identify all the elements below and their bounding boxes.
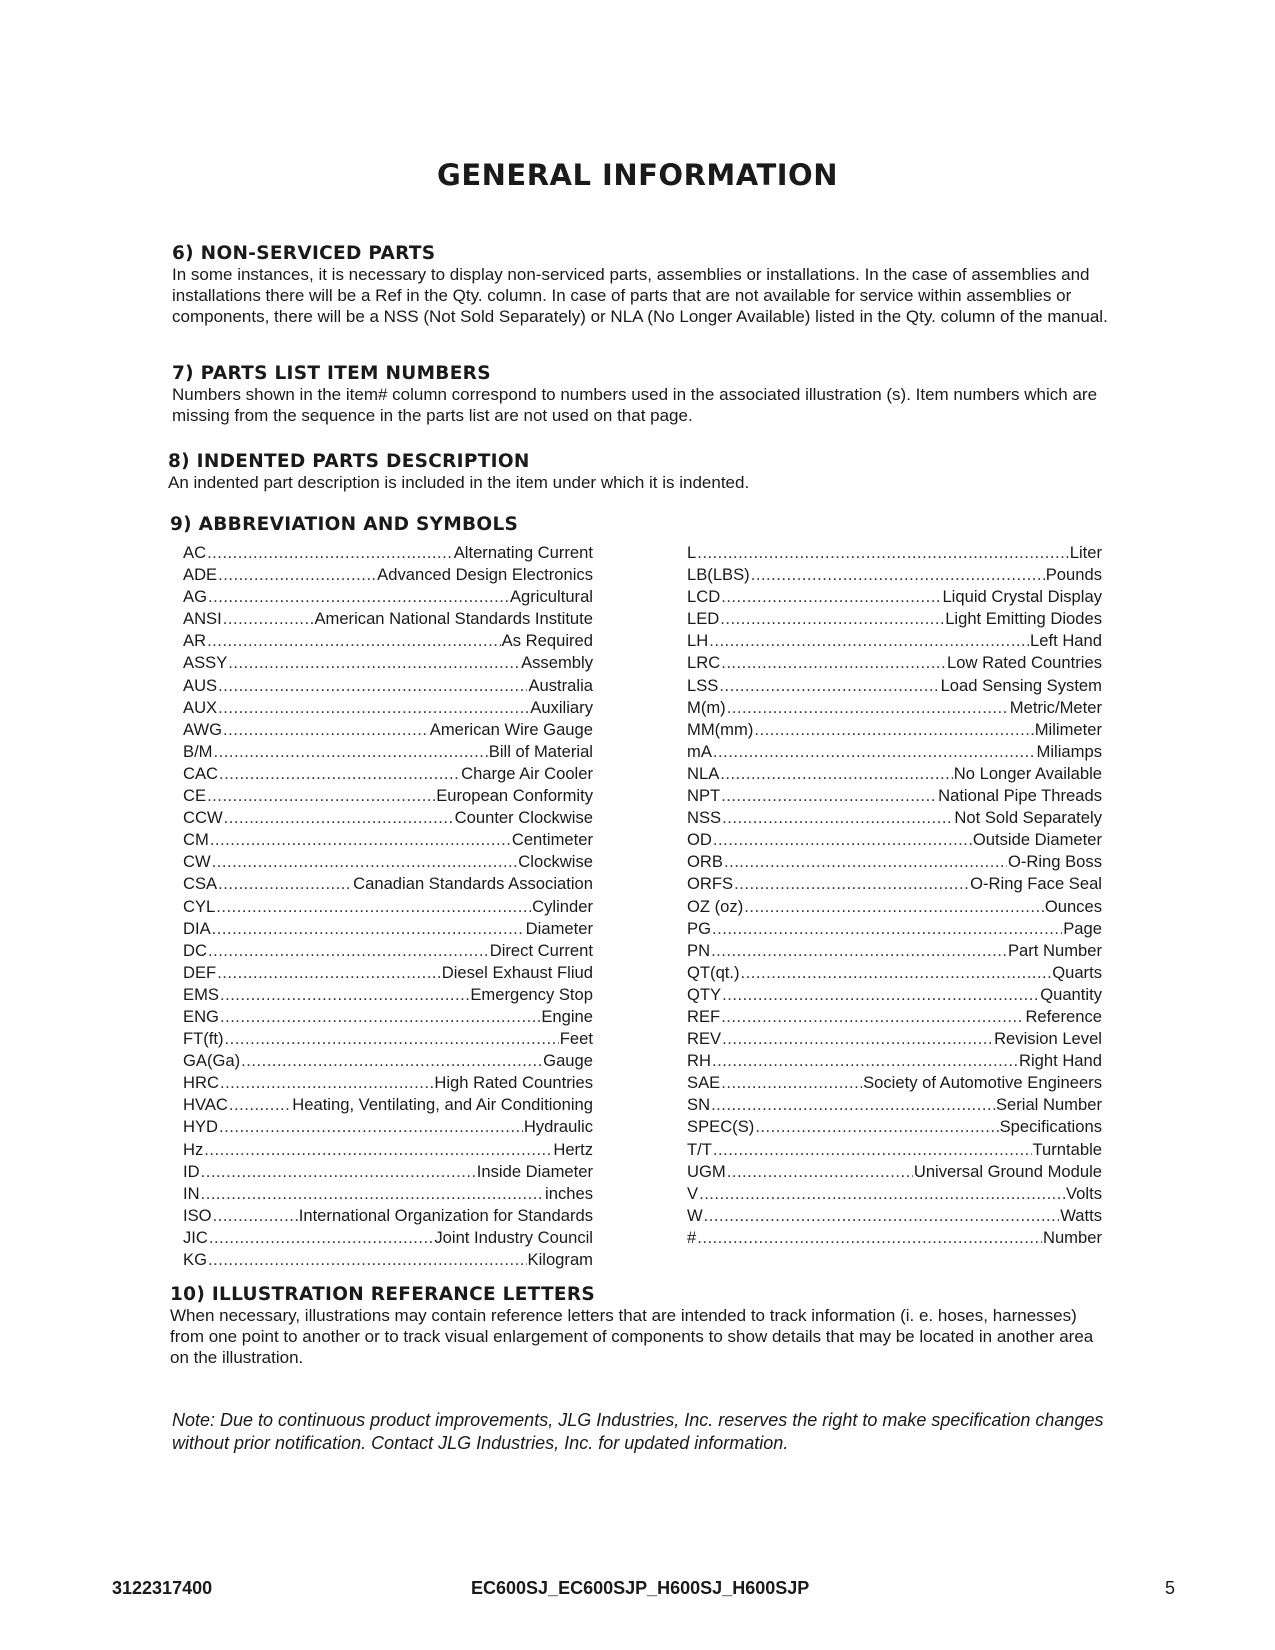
abbreviation-row <box>687 918 1102 940</box>
abbreviation-meaning: Cylinder <box>532 896 593 916</box>
abbreviation-row <box>183 962 593 984</box>
abbreviation-term: CSA <box>183 874 218 894</box>
abbreviation-meaning: Counter Clockwise <box>454 808 593 828</box>
dot-leader <box>220 1072 433 1094</box>
abbreviation-meaning: Centimeter <box>511 830 593 850</box>
section-heading: 9) ABBREVIATION AND SYMBOLS <box>170 514 519 535</box>
dot-leader <box>727 1161 913 1183</box>
dot-leader <box>218 873 352 895</box>
abbreviation-meaning: Outside Diameter <box>972 830 1102 850</box>
abbreviation-row <box>687 608 1102 630</box>
abbreviation-row <box>687 984 1102 1006</box>
abbreviation-term: UGM <box>687 1161 726 1181</box>
abbreviation-row <box>687 807 1102 829</box>
dot-leader <box>721 1006 1024 1028</box>
dot-leader <box>722 984 1039 1006</box>
dot-leader <box>699 1183 1065 1205</box>
abbreviation-row <box>183 1050 593 1072</box>
abbreviation-meaning: Volts <box>1066 1183 1102 1203</box>
abbreviation-row <box>687 564 1102 586</box>
dot-leader <box>713 829 972 851</box>
abbreviation-term: DC <box>183 940 207 960</box>
dot-leader <box>754 719 1033 741</box>
abbreviation-row <box>687 652 1102 674</box>
abbreviation-meaning: Right Hand <box>1018 1051 1102 1071</box>
abbreviation-term: LH <box>687 631 709 651</box>
abbreviation-term: NSS <box>687 808 722 828</box>
abbreviation-meaning: Quarts <box>1052 962 1102 982</box>
dot-leader <box>209 1227 433 1249</box>
abbreviation-row <box>687 1028 1102 1050</box>
dot-leader <box>219 763 460 785</box>
section-body: Numbers shown in the item# column correspond to numbers used in the associated illustration (s). Item numbers which are missing from the sequence in the parts list are not used on that page. <box>172 385 1098 425</box>
abbreviation-meaning: Bill of Material <box>488 741 593 761</box>
abbreviation-term: V <box>687 1183 699 1203</box>
abbreviation-meaning: Advanced Design Electronics <box>377 565 593 585</box>
dot-leader <box>201 1161 476 1183</box>
abbreviation-row <box>687 785 1102 807</box>
abbreviation-row <box>687 940 1102 962</box>
abbreviation-list-right <box>687 542 1102 1249</box>
abbreviation-meaning: Ounces <box>1044 896 1102 916</box>
dot-leader <box>720 763 952 785</box>
dot-leader <box>212 851 518 873</box>
abbreviation-row <box>687 586 1102 608</box>
abbreviation-meaning: As Required <box>501 631 593 651</box>
dot-leader <box>217 962 441 984</box>
dot-leader <box>216 896 531 918</box>
abbreviation-row <box>687 630 1102 652</box>
abbreviation-meaning: Gauge <box>543 1051 593 1071</box>
abbreviation-term: QT(qt.) <box>687 962 740 982</box>
footer-doc-number: 3122317400 <box>112 1578 213 1598</box>
abbreviation-row <box>687 542 1102 564</box>
dot-leader <box>697 542 1068 564</box>
dot-leader <box>208 940 489 962</box>
abbreviation-row <box>183 918 593 940</box>
dot-leader <box>720 608 944 630</box>
abbreviation-meaning: Not Sold Separately <box>954 808 1102 828</box>
abbreviation-meaning: High Rated Countries <box>434 1073 593 1093</box>
dot-leader <box>751 564 1045 586</box>
abbreviation-row <box>687 1006 1102 1028</box>
abbreviation-meaning: O-Ring Boss <box>1007 852 1102 872</box>
abbreviation-row <box>183 675 593 697</box>
abbreviation-term: T/T <box>687 1139 712 1159</box>
abbreviation-meaning: Society of Automotive Engineers <box>863 1073 1102 1093</box>
dot-leader <box>709 630 1029 652</box>
abbreviation-term: AG <box>183 587 207 607</box>
abbreviation-term: LED <box>687 609 720 629</box>
abbreviation-meaning: Diesel Exhaust Fliud <box>441 962 593 982</box>
dot-leader <box>744 896 1044 918</box>
dot-leader <box>207 785 435 807</box>
abbreviation-meaning: International Organization for Standards <box>298 1205 593 1225</box>
abbreviation-row <box>183 1094 593 1116</box>
abbreviation-row <box>687 675 1102 697</box>
section-indented-parts-description <box>168 451 1113 493</box>
dot-leader <box>721 652 946 674</box>
abbreviation-meaning: Part Number <box>1007 940 1102 960</box>
section-heading: 7) PARTS LIST ITEM NUMBERS <box>172 363 491 384</box>
dot-leader <box>204 1139 552 1161</box>
abbreviation-meaning: Liter <box>1069 543 1102 562</box>
abbreviation-term: HYD <box>183 1117 219 1137</box>
abbreviation-row <box>183 564 593 586</box>
abbreviation-row <box>183 1139 593 1161</box>
abbreviation-meaning: National Pipe Threads <box>938 786 1102 806</box>
abbreviation-row <box>687 1139 1102 1161</box>
abbreviation-meaning: American Wire Gauge <box>429 719 593 739</box>
abbreviation-term: mA <box>687 741 712 761</box>
abbreviation-row <box>687 1227 1102 1249</box>
abbreviation-row <box>183 652 593 674</box>
abbreviation-term: AR <box>183 631 207 651</box>
abbreviation-row <box>687 873 1102 895</box>
dot-leader <box>228 652 520 674</box>
abbreviation-term: ADE <box>183 565 218 585</box>
section-body: An indented part description is included in the item under which it is indented. <box>168 473 750 492</box>
abbreviation-term: EMS <box>183 984 219 1004</box>
dot-leader <box>201 1183 544 1205</box>
abbreviation-row <box>183 1161 593 1183</box>
abbreviation-row <box>183 763 593 785</box>
abbreviation-meaning: Auxiliary <box>530 697 593 717</box>
abbreviation-term: RH <box>687 1051 711 1071</box>
dot-leader <box>734 873 969 895</box>
dot-leader <box>241 1050 542 1072</box>
abbreviation-term: HVAC <box>183 1095 228 1115</box>
abbreviation-row <box>183 896 593 918</box>
abbreviation-row <box>183 1072 593 1094</box>
abbreviation-meaning: Revision Level <box>994 1029 1102 1049</box>
abbreviation-meaning: No Longer Available <box>953 763 1102 783</box>
abbreviation-term: SAE <box>687 1073 721 1093</box>
dot-leader <box>225 1028 559 1050</box>
abbreviation-meaning: Inside Diameter <box>476 1161 593 1181</box>
abbreviation-meaning: Low Rated Countries <box>947 653 1102 673</box>
abbreviation-term: CCW <box>183 808 223 828</box>
abbreviation-term: ASSY <box>183 653 228 673</box>
dot-leader <box>721 586 941 608</box>
dot-leader <box>218 697 529 719</box>
dot-leader <box>722 807 953 829</box>
abbreviation-term: LSS <box>687 675 719 695</box>
abbreviation-term: CYL <box>183 896 216 916</box>
dot-leader <box>721 785 937 807</box>
abbreviation-term: NPT <box>687 786 721 806</box>
abbreviation-row <box>183 851 593 873</box>
abbreviation-row <box>687 1094 1102 1116</box>
abbreviation-meaning: Number <box>1042 1227 1102 1247</box>
section-abbreviations <box>170 514 1115 535</box>
abbreviation-row <box>687 851 1102 873</box>
abbreviation-term: DEF <box>183 962 217 982</box>
dot-leader <box>712 918 1062 940</box>
abbreviation-term: DIA <box>183 918 211 938</box>
abbreviation-row <box>687 829 1102 851</box>
abbreviation-meaning: Clockwise <box>518 852 593 872</box>
dot-leader <box>223 608 314 630</box>
abbreviation-row <box>183 984 593 1006</box>
section-heading: 8) INDENTED PARTS DESCRIPTION <box>168 451 530 472</box>
dot-leader <box>207 630 501 652</box>
abbreviation-meaning: Charge Air Cooler <box>461 763 593 783</box>
abbreviation-meaning: Australia <box>528 675 593 695</box>
abbreviation-meaning: Metric/Meter <box>1009 697 1102 717</box>
abbreviation-meaning: Quantity <box>1040 984 1102 1004</box>
abbreviation-term: PN <box>687 940 711 960</box>
abbreviation-meaning: Specifications <box>999 1117 1102 1137</box>
abbreviation-term: IN <box>183 1183 200 1203</box>
abbreviation-row <box>183 807 593 829</box>
abbreviation-row <box>687 962 1102 984</box>
dot-leader <box>207 542 453 564</box>
dot-leader <box>713 741 1036 763</box>
abbreviation-row <box>183 608 593 630</box>
footer-page-number: 5 <box>1165 1578 1176 1598</box>
abbreviation-meaning: Serial Number <box>995 1095 1102 1115</box>
abbreviation-term: AC <box>183 543 207 562</box>
abbreviation-term: CW <box>183 852 211 872</box>
dot-leader <box>719 675 939 697</box>
abbreviation-row <box>183 1116 593 1138</box>
abbreviation-term: M(m) <box>687 697 726 717</box>
abbreviation-meaning: Light Emitting Diodes <box>945 609 1102 629</box>
abbreviation-term: ORB <box>687 852 723 872</box>
abbreviation-term: JIC <box>183 1227 208 1247</box>
abbreviation-row <box>687 1116 1102 1138</box>
abbreviation-row <box>183 741 593 763</box>
abbreviation-list-left <box>183 542 593 1271</box>
abbreviation-term: PG <box>687 918 711 938</box>
abbreviation-row <box>687 1161 1102 1183</box>
section-parts-list-item-numbers <box>172 363 1117 426</box>
abbreviation-term: MM(mm) <box>687 719 754 739</box>
abbreviation-meaning: Kilogram <box>527 1250 593 1269</box>
abbreviation-row <box>687 741 1102 763</box>
dot-leader <box>212 918 525 940</box>
abbreviation-row <box>687 697 1102 719</box>
dot-leader <box>697 1227 1042 1249</box>
abbreviation-term: AUX <box>183 697 218 717</box>
abbreviation-meaning: Engine <box>541 1006 593 1026</box>
abbreviation-term: NLA <box>687 763 720 783</box>
dot-leader <box>712 1050 1018 1072</box>
abbreviation-meaning: inches <box>545 1183 593 1203</box>
abbreviation-meaning: Miliamps <box>1036 741 1102 761</box>
dot-leader <box>220 1006 540 1028</box>
abbreviation-term: AWG <box>183 719 223 739</box>
abbreviation-meaning: Alternating Current <box>453 543 593 562</box>
section-illustration-reference-letters <box>170 1284 1115 1368</box>
abbreviation-meaning: Liquid Crystal Display <box>942 587 1102 607</box>
dot-leader <box>208 586 509 608</box>
dot-leader <box>219 1116 523 1138</box>
abbreviation-term: CE <box>183 786 207 806</box>
abbreviation-term: CM <box>183 830 209 850</box>
abbreviation-row <box>687 719 1102 741</box>
abbreviation-term: QTY <box>687 984 722 1004</box>
dot-leader <box>213 1205 298 1227</box>
dot-leader <box>224 807 454 829</box>
abbreviation-row <box>183 1028 593 1050</box>
abbreviation-row <box>183 719 593 741</box>
abbreviation-meaning: Joint Industry Council <box>434 1227 593 1247</box>
abbreviation-meaning: Watts <box>1060 1205 1102 1225</box>
abbreviation-term: ID <box>183 1161 200 1181</box>
abbreviation-row <box>687 1072 1102 1094</box>
abbreviation-meaning: Heating, Ventilating, and Air Conditioning <box>292 1095 593 1115</box>
abbreviation-meaning: Left Hand <box>1030 631 1102 651</box>
dot-leader <box>724 851 1007 873</box>
abbreviation-row <box>183 630 593 652</box>
abbreviation-row <box>183 542 593 564</box>
abbreviation-meaning: Agricultural <box>509 587 593 607</box>
abbreviation-meaning: Diameter <box>525 918 593 938</box>
abbreviation-term: REV <box>687 1029 722 1049</box>
abbreviation-meaning: Load Sensing System <box>940 675 1102 695</box>
dot-leader <box>208 1249 527 1271</box>
abbreviation-meaning: Direct Current <box>489 940 593 960</box>
abbreviation-meaning: Hydraulic <box>523 1117 593 1137</box>
abbreviation-meaning: Reference <box>1025 1006 1102 1026</box>
abbreviation-term: OD <box>687 830 712 850</box>
abbreviation-term: # <box>687 1227 697 1247</box>
abbreviation-row <box>183 1006 593 1028</box>
abbreviation-meaning: O-Ring Face Seal <box>970 874 1102 894</box>
abbreviation-row <box>687 896 1102 918</box>
abbreviation-meaning: Hertz <box>553 1139 593 1159</box>
abbreviation-term: AUS <box>183 675 218 695</box>
abbreviation-term: ANSI <box>183 609 222 629</box>
abbreviation-term: SN <box>687 1095 711 1115</box>
section-body: When necessary, illustrations may contain reference letters that are intended to track information (i. e. hoses, harnesses) from one point to another or to track visual enlargement of components to show details that may be located in another area on the illustration. <box>170 1306 1094 1367</box>
abbreviation-term: GA(Ga) <box>183 1051 241 1071</box>
abbreviation-meaning: Turntable <box>1032 1139 1102 1159</box>
abbreviation-row <box>687 1205 1102 1227</box>
abbreviation-meaning: American National Standards Institute <box>314 609 593 629</box>
section-body: In some instances, it is necessary to display non-serviced parts, assemblies or installations. In the case of assemblies and installations there will be a Ref in the Qty. column. In case of parts that are not available for service within assemblies or components, there will be a NSS (Not Sold Separately) or NLA (No Longer Available) listed in the Qty. column of the manual. <box>172 265 1108 326</box>
abbreviation-row <box>183 586 593 608</box>
dot-leader <box>218 564 376 586</box>
dot-leader <box>727 697 1009 719</box>
abbreviation-term: OZ (oz) <box>687 896 744 916</box>
dot-leader <box>713 1139 1032 1161</box>
abbreviation-term: LB(LBS) <box>687 565 750 585</box>
abbreviation-row <box>183 1249 593 1271</box>
page-title: GENERAL INFORMATION <box>437 158 838 192</box>
abbreviation-row <box>183 785 593 807</box>
abbreviation-meaning: Assembly <box>521 653 593 673</box>
dot-leader <box>741 962 1052 984</box>
abbreviation-row <box>183 940 593 962</box>
dot-leader <box>711 1094 995 1116</box>
abbreviation-row <box>687 1183 1102 1205</box>
dot-leader <box>214 741 488 763</box>
abbreviation-row <box>687 1050 1102 1072</box>
section-non-serviced-parts <box>172 243 1117 327</box>
dot-leader <box>229 1094 291 1116</box>
abbreviation-row <box>183 829 593 851</box>
abbreviation-term: KG <box>183 1250 207 1269</box>
abbreviation-term: ORFS <box>687 874 734 894</box>
note-text: Note: Due to continuous product improvements, JLG Industries, Inc. reserves the right to make specification changes without prior notification. Contact JLG Industries, Inc. for updated information. <box>172 1410 1104 1453</box>
abbreviation-row <box>183 1227 593 1249</box>
abbreviation-term: SPEC(S) <box>687 1117 755 1137</box>
abbreviation-row <box>687 763 1102 785</box>
section-heading: 6) NON-SERVICED PARTS <box>172 243 436 264</box>
abbreviation-meaning: Feet <box>559 1029 593 1049</box>
abbreviation-term: REF <box>687 1006 721 1026</box>
abbreviation-term: L <box>687 543 697 562</box>
abbreviation-term: ISO <box>183 1205 212 1225</box>
dot-leader <box>223 719 429 741</box>
dot-leader <box>210 829 511 851</box>
abbreviation-meaning: Universal Ground Module <box>913 1161 1102 1181</box>
dot-leader <box>721 1072 862 1094</box>
abbreviation-meaning: Pounds <box>1045 565 1102 585</box>
abbreviation-term: LCD <box>687 587 721 607</box>
footer-models: EC600SJ_EC600SJP_H600SJ_H600SJP <box>471 1578 810 1598</box>
abbreviation-meaning: European Conformity <box>436 786 593 806</box>
dot-leader <box>704 1205 1060 1227</box>
abbreviation-row <box>183 873 593 895</box>
abbreviation-term: LRC <box>687 653 721 673</box>
abbreviation-term: B/M <box>183 741 213 761</box>
abbreviation-term: CAC <box>183 763 219 783</box>
abbreviation-meaning: Canadian Standards Association <box>353 874 593 894</box>
abbreviation-row <box>183 1183 593 1205</box>
abbreviation-row <box>183 1205 593 1227</box>
dot-leader <box>218 675 527 697</box>
abbreviation-meaning: Page <box>1063 918 1102 938</box>
abbreviation-meaning: Emergency Stop <box>470 984 593 1004</box>
abbreviation-term: FT(ft) <box>183 1029 224 1049</box>
dot-leader <box>220 984 469 1006</box>
abbreviation-term: W <box>687 1205 703 1225</box>
dot-leader <box>755 1116 998 1138</box>
section-heading: 10) ILLUSTRATION REFERANCE LETTERS <box>170 1284 596 1305</box>
abbreviation-term: Hz <box>183 1139 204 1159</box>
abbreviation-term: HRC <box>183 1073 219 1093</box>
abbreviation-term: ENG <box>183 1006 219 1026</box>
dot-leader <box>711 940 1007 962</box>
dot-leader <box>722 1028 993 1050</box>
abbreviation-meaning: Milimeter <box>1034 719 1102 739</box>
abbreviation-row <box>183 697 593 719</box>
